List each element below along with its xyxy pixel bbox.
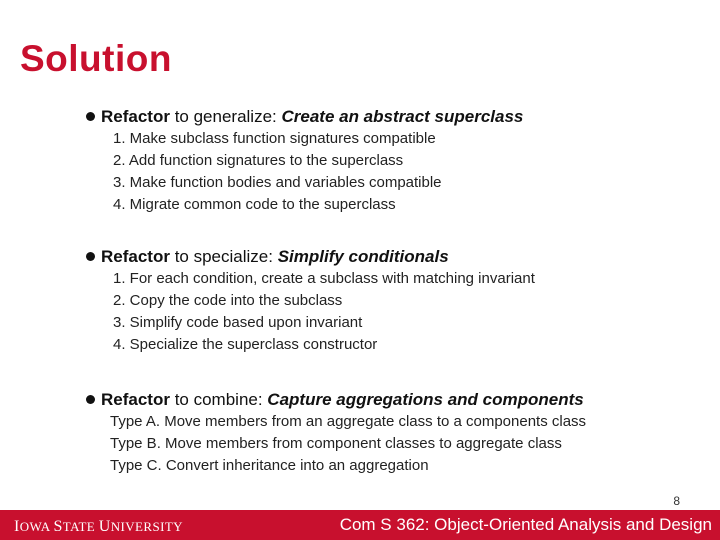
heading-keyword: Refactor — [101, 390, 170, 409]
section-generalize — [86, 106, 523, 216]
heading-emphasis: Create an abstract superclass — [281, 107, 524, 126]
section-specialize — [86, 246, 535, 356]
section-combine — [86, 389, 586, 477]
list-item: 1. Make subclass function signatures compatible — [113, 130, 436, 147]
list-item: 4. Specialize the superclass constructor — [113, 336, 378, 353]
page-number: 8 — [673, 494, 680, 508]
list-item: 1. For each condition, create a subclass with matching invariant — [113, 270, 535, 287]
section-heading — [86, 389, 586, 411]
heading-text: to generalize: — [169, 107, 282, 126]
university-logo: IOWA STATE UNIVERSITY — [14, 518, 183, 535]
list-item: Type A. Move members from an aggregate class to a components class — [110, 413, 587, 430]
heading-keyword: Refactor — [101, 247, 170, 266]
heading-emphasis: Capture aggregations and components — [267, 390, 584, 409]
footer-bar — [0, 510, 720, 540]
section-heading — [86, 246, 535, 268]
bullet-icon — [86, 395, 95, 404]
heading-emphasis: Simplify conditionals — [277, 247, 449, 266]
section-heading — [86, 106, 523, 128]
heading-text: to specialize: — [169, 247, 278, 266]
list-item: 3. Simplify code based upon invariant — [113, 314, 363, 331]
list-item: 4. Migrate common code to the superclass — [113, 196, 396, 213]
list-item: 2. Copy the code into the subclass — [113, 292, 343, 309]
list-item: Type C. Convert inheritance into an aggregation — [110, 457, 429, 474]
bullet-icon — [86, 252, 95, 261]
heading-text: to combine: — [169, 390, 268, 409]
slide-title: Solution — [20, 38, 172, 79]
heading-keyword: Refactor — [101, 107, 170, 126]
list-item: 2. Add function signatures to the superclass — [113, 152, 404, 169]
list-item: 3. Make function bodies and variables compatible — [113, 174, 442, 191]
bullet-icon — [86, 112, 95, 121]
course-title: Com S 362: Object-Oriented Analysis and Design — [339, 515, 712, 534]
list-item: Type B. Move members from component classes to aggregate class — [110, 435, 562, 452]
